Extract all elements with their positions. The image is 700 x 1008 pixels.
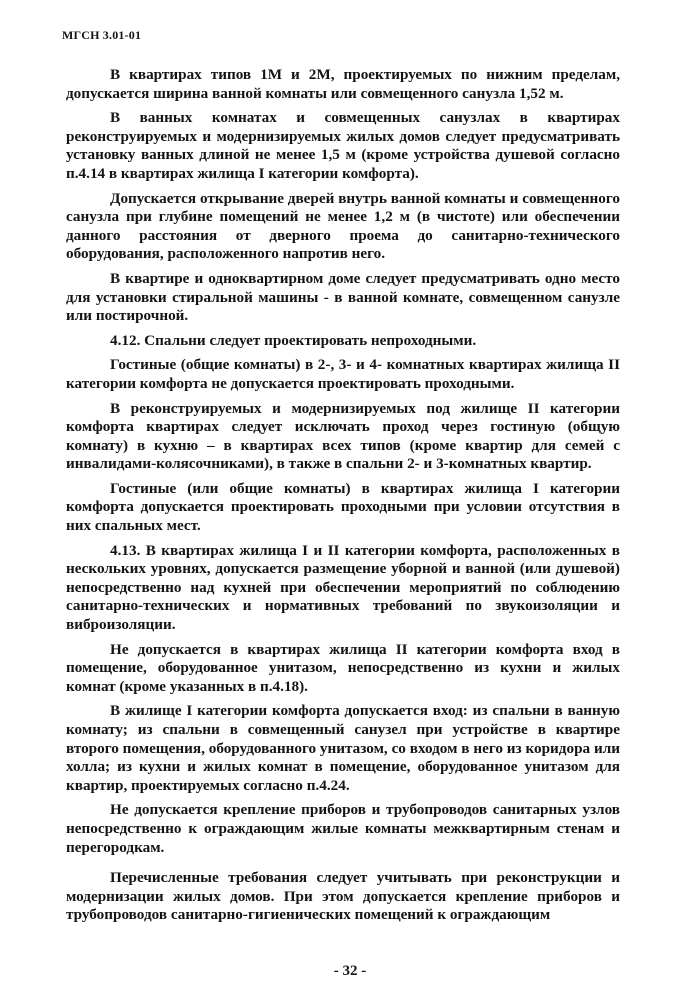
paragraph-reconstructed-passage: В реконструируемых и модернизируемых под жилище II категории комфорта квартирах следует исключать проход через гостиную (общую комнату) в кухню – в квартирах всех типов (кроме квартир для семей с инвалидами-колясочниками), в также в спальни 2- и 3-комнатных квартир. — [66, 399, 620, 473]
paragraph-door-opening: Допускается открывание дверей внутрь ванной комнаты и совмещенного санузла при глубине помещений не менее 1,2 м (в чистоте) или обеспечении данного расстояния от дверного проема до санитарно-технического оборудования, расположенного напротив него. — [66, 189, 620, 263]
paragraph-washing-machine: В квартире и одноквартирном доме следует предусматривать одно место для установки стиральной машины - в ванной комнате, совмещенном санузле или постирочной. — [66, 269, 620, 325]
paragraph-living-rooms-cat1: Гостиные (или общие комнаты) в квартирах жилища I категории комфорта допускается проектировать проходными при условии отсутствия в них спальных мест. — [66, 479, 620, 535]
paragraph-4-13-multilevel: 4.13. В квартирах жилища I и II категории комфорта, расположенных в нескольких уровнях, допускается размещение уборной и ванной (или душевой) непосредственно над кухней при обеспечении мероприятий по соблюдению санитарно-технических и нормативных требований по звукоизоляции и виброизоляции. — [66, 541, 620, 634]
paragraph-bathroom-width: В квартирах типов 1М и 2М, проектируемых по нижним пределам, допускается ширина ванной комнаты или совмещенного санузла 1,52 м. — [66, 66, 620, 102]
page-number: - 32 - — [333, 963, 367, 979]
paragraph-pipe-mounting: Не допускается крепление приборов и трубопроводов санитарных узлов непосредственно к ограждающим жилые комнаты межквартирным стенам и перегородкам. — [66, 801, 620, 856]
paragraph-bathtub-length: В ванных комнатах и совмещенных санузлах в квартирах реконструируемых и модернизируемых жилых домов следует предусматривать установку ванных длиной не менее 1,5 м (кроме устройства душевой согласно п.4.14 в квартирах жилища I категории комфорта). — [66, 109, 620, 182]
document-code-header: МГСН 3.01-01 — [62, 28, 142, 42]
paragraph-toilet-entrance: Не допускается в квартирах жилища II категории комфорта вход в помещение, оборудованное унитазом, непосредственно из кухни и жилых комнат (кроме указанных в п.4.18). — [66, 640, 620, 695]
paragraph-4-12-bedrooms: 4.12. Спальни следует проектировать непроходными. — [110, 331, 477, 349]
document-body — [66, 66, 620, 931]
paragraph-reconstruction-note: Перечисленные требования следует учитывать при реконструкции и модернизации жилых домов. При этом допускается крепление приборов и трубопроводов санитарно-гигиенических помещений к ограждающим — [66, 869, 620, 924]
paragraph-living-rooms: Гостиные (общие комнаты) в 2-, 3- и 4- комнатных квартирах жилища II категории комфорта не допускается проектировать проходными. — [66, 356, 620, 392]
paragraph-cat1-entrance: В жилище I категории комфорта допускается вход: из спальни в ванную комнату; из спальни в совмещенный санузел при устройстве в квартире второго помещения, оборудованного унитазом, со входом в него из коридора или холла; из кухни и жилых комнат в помещение, оборудованное унитазом для квартир, проектируемых согласно п.4.24. — [66, 702, 620, 794]
